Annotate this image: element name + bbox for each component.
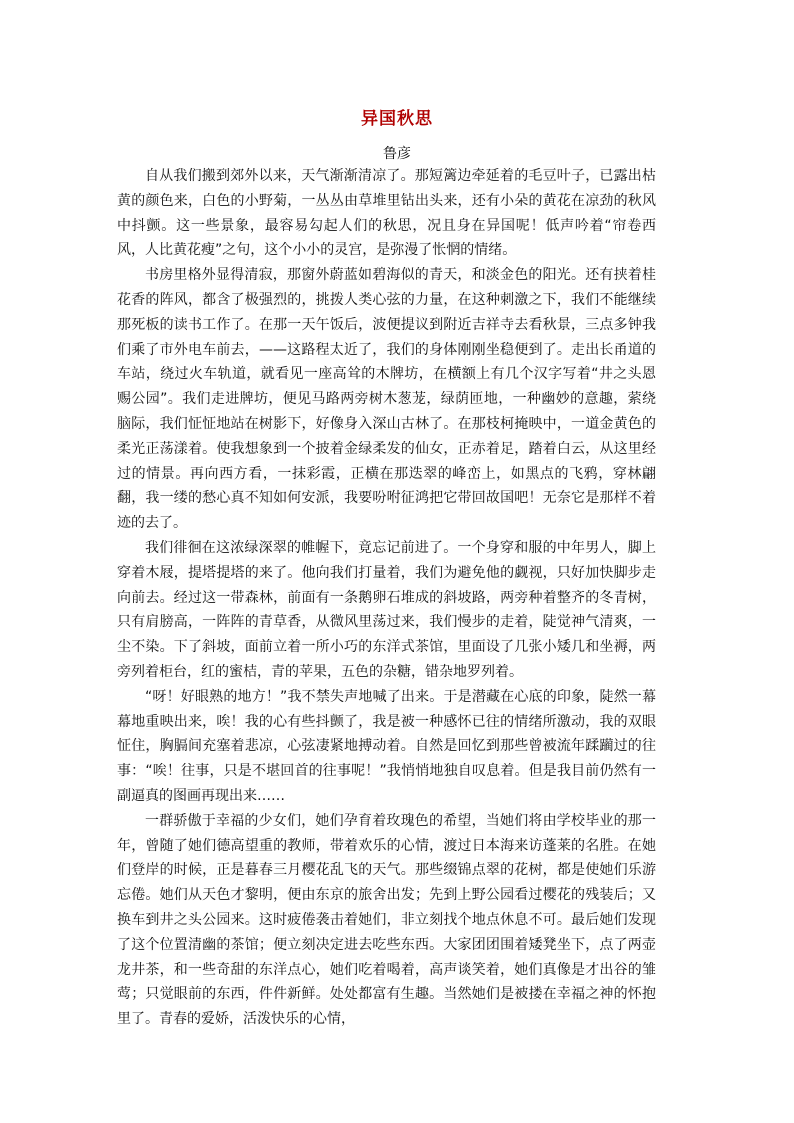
paragraph: 我们徘徊在这浓绿深翠的帷幄下，竟忘记前进了。一个身穿和服的中年男人，脚上穿着木屐，提塔提塔的来了。他向我们打量着，我们为避免他的觑视，只好加快脚步走向前去。经过这一带森林，前面有一条鹅卵石堆成的斜坡路，两旁种着整齐的冬青树，只有肩膀高，一阵阵的青草香，从微风里荡过来，我们慢步的走着，陡觉神气清爽，一尘不染。下了斜坡，面前立着一所小巧的东洋式茶馆，里面设了几张小矮几和坐褥，两旁列着柜台，红的蜜桔，青的苹果，五色的杂糖，错杂地罗列着。 bbox=[117, 539, 656, 680]
document-title: 异国秋思 bbox=[361, 109, 433, 129]
paragraph: 自从我们搬到郊外以来，天气渐渐清凉了。那短篱边牵延着的毛豆叶子，已露出枯黄的颜色来，白色的小野菊，一丛丛由草堆里钻出头来，还有小朵的黄花在凉劲的秋风中抖颤。这一些景象，最容易勾起人们的秋思，况且身在异国呢！低声吟着“帘卷西风，人比黄花瘦”之句，这个小小的灵宫，是弥漫了怅惘的情绪。 bbox=[117, 168, 656, 259]
author-name: 鲁彦 bbox=[383, 146, 411, 162]
paragraph: “呀！好眼熟的地方！”我不禁失声地喊了出来。于是潜藏在心底的印象，陡然一幕幕地重映出来，唉！我的心有些抖颤了，我是被一种感怀已往的情绪所激动，我的双眼怔住，胸膈间充塞着悲凉，心弦凄紧地搏动着。自然是回忆到那些曾被流年蹂躏过的往事：“唉！往事，只是不堪回首的往事呢！”我悄悄地独自叹息着。但是我目前仍然有一副逼真的图画再现出来…… bbox=[117, 688, 656, 804]
paragraph: 书房里格外显得清寂，那窗外蔚蓝如碧海似的青天，和淡金色的阳光。还有挟着桂花香的阵风，都含了极强烈的，挑拨人类心弦的力量，在这种刺激之下，我们不能继续那死板的读书工作了。在那一天午饭后，波便提议到附近吉祥寺去看秋景，三点多钟我们乘了市外电车前去，——这路程太近了，我们的身体刚刚坐稳便到了。走出长甬道的车站，绕过火车轨道，就看见一座高耸的木牌坊，在横额上有几个汉字写着“井之头恩赐公园”。我们走进牌坊，便见马路两旁树木葱茏，绿荫匝地，一种幽妙的意趣，萦绕脑际，我们怔怔地站在树影下，好像身入深山古林了。在那枝柯掩映中，一道金黄色的柔光正荡漾着。使我想象到一个披着金绿柔发的仙女，正赤着足，踏着白云，从这里经过的情景。再向西方看，一抹彩霞，正横在那迭翠的峰峦上，如黑点的飞鸦，穿林翩翻，我一缕的愁心真不知如何安派，我要吩咐征鸿把它带回故国吧！无奈它是那样不着迹的去了。 bbox=[117, 267, 656, 532]
paragraph: 一群骄傲于幸福的少女们，她们孕育着玫瑰色的希望，当她们将由学校毕业的那一年，曾随了她们德高望重的教师，带着欢乐的心情，渡过日本海来访蓬莱的名胜。在她们登岸的时候，正是暮春三月樱花乱飞的天气。那些缀锦点翠的花树，都是使她们乐游忘倦。她们从天色才黎明，便由东京的旅舍出发；先到上野公园看过樱花的残装后；又换车到井之头公园来。这时疲倦袭击着她们，非立刻找个地点休息不可。最后她们发现了这个位置清幽的茶馆；便立刻决定进去吃些东西。大家团团围着矮凳坐下，点了两壶龙井茶，和一些奇甜的东洋点心，她们吃着喝着，高声谈笑着，她们真像是才出谷的雏莺；只觉眼前的东西，件件新鲜。处处都富有生趣。当然她们是被搂在幸福之神的怀抱里了。青春的爱娇，活泼快乐的心情， bbox=[117, 812, 656, 1028]
article-body bbox=[117, 164, 656, 1032]
